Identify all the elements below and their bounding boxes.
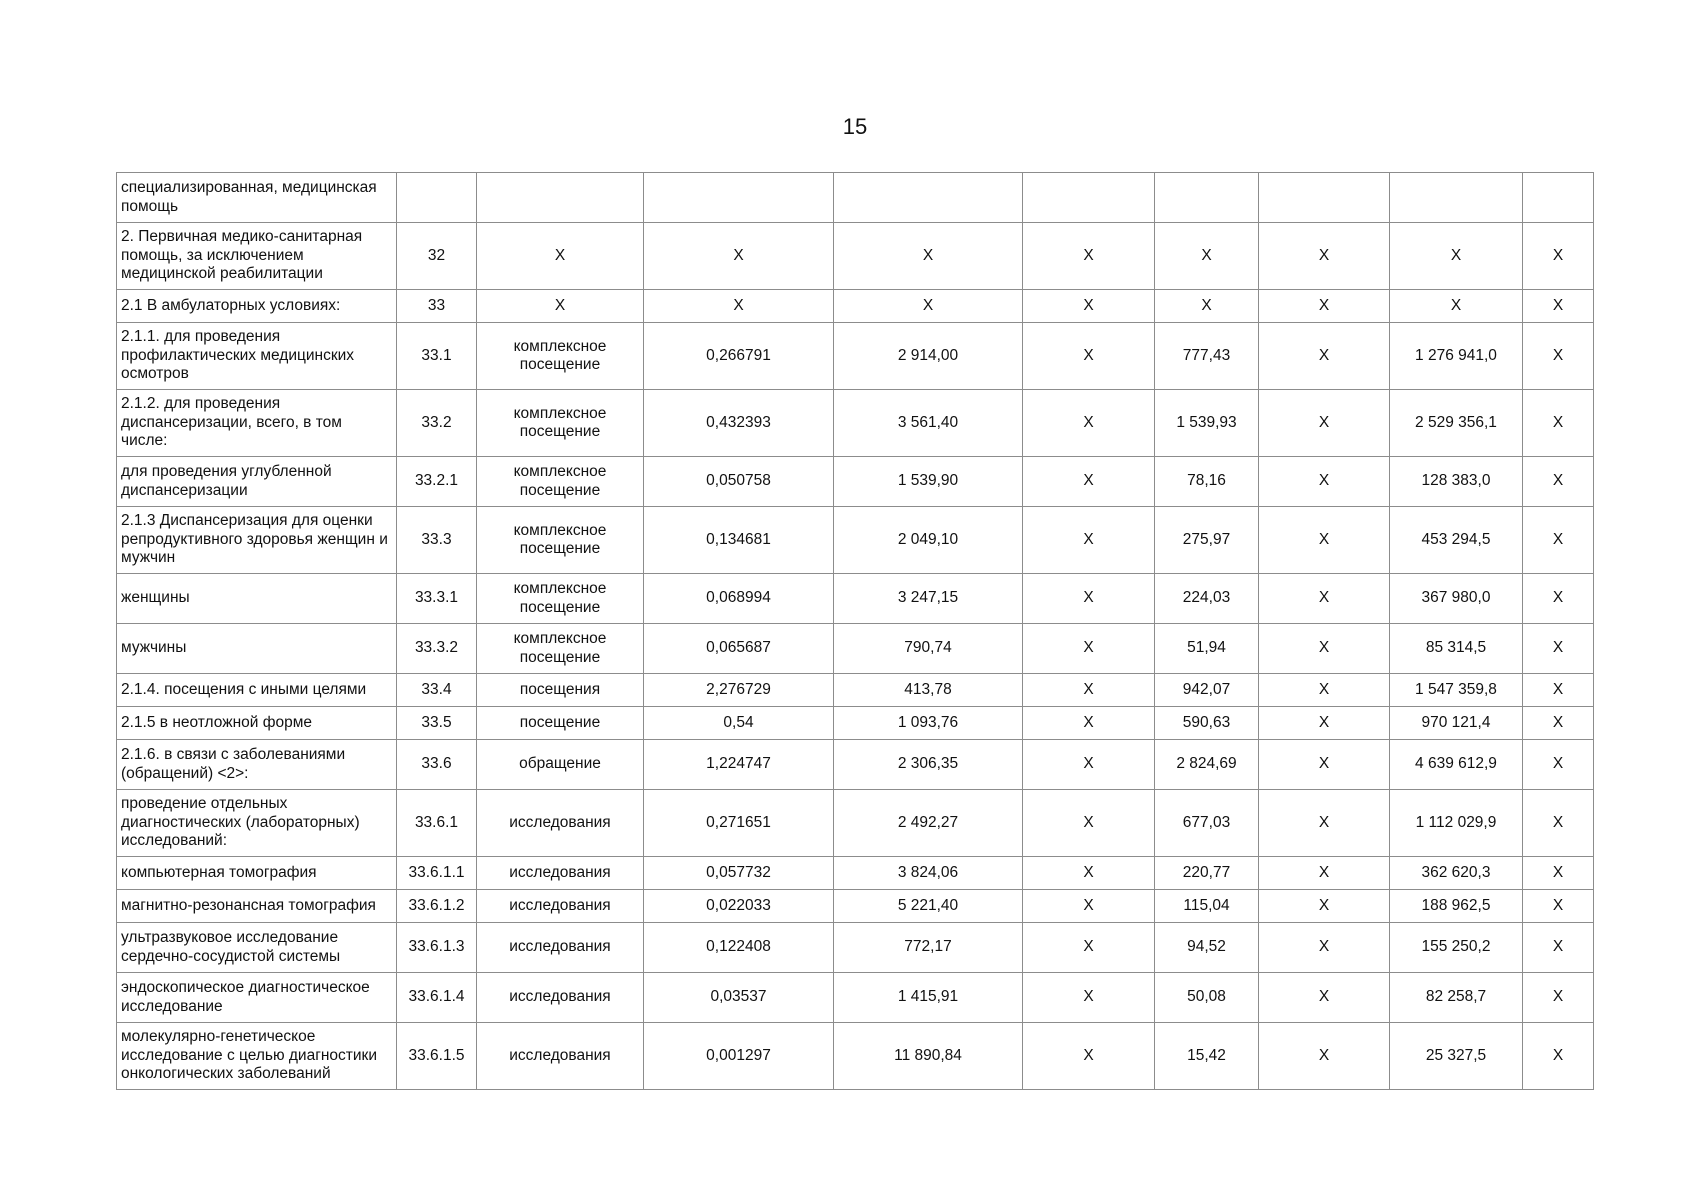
- row-col7-cell: 15,42: [1155, 1023, 1259, 1090]
- row-unit-cell: Х: [477, 290, 644, 323]
- row-norm-cell: 0,122408: [644, 923, 834, 973]
- row-col9-cell: 453 294,5: [1390, 507, 1523, 574]
- row-col9-cell: 362 620,3: [1390, 857, 1523, 890]
- row-col6-cell: Х: [1023, 457, 1155, 507]
- row-name-cell: для проведения углубленной диспансеризации: [117, 457, 397, 507]
- row-norm-cell: 0,03537: [644, 973, 834, 1023]
- row-col10-cell: Х: [1523, 624, 1594, 674]
- row-norm-cell: 2,276729: [644, 674, 834, 707]
- row-unit-cell: исследования: [477, 973, 644, 1023]
- table-row: [117, 390, 1594, 457]
- row-code-cell: 33.2: [397, 390, 477, 457]
- table-row: [117, 707, 1594, 740]
- row-code-cell: 33.6.1.3: [397, 923, 477, 973]
- row-unit-cell: комплексное посещение: [477, 390, 644, 457]
- table-row: [117, 574, 1594, 624]
- row-col8-cell: Х: [1259, 574, 1390, 624]
- row-cost-cell: 413,78: [834, 674, 1023, 707]
- row-unit-cell: исследования: [477, 857, 644, 890]
- row-code-cell: 33.4: [397, 674, 477, 707]
- table-row: [117, 790, 1594, 857]
- table-row: [117, 457, 1594, 507]
- row-norm-cell: Х: [644, 223, 834, 290]
- table-body: [117, 173, 1594, 1090]
- table-row: [117, 223, 1594, 290]
- row-col7-cell: 50,08: [1155, 973, 1259, 1023]
- row-unit-cell: комплексное посещение: [477, 323, 644, 390]
- row-col9-cell: 85 314,5: [1390, 624, 1523, 674]
- row-col9-cell: 128 383,0: [1390, 457, 1523, 507]
- row-norm-cell: 0,266791: [644, 323, 834, 390]
- row-col6-cell: [1023, 173, 1155, 223]
- row-name-cell: 2.1.2. для проведения диспансеризации, всего, в том числе:: [117, 390, 397, 457]
- row-col10-cell: Х: [1523, 223, 1594, 290]
- row-col8-cell: Х: [1259, 223, 1390, 290]
- row-norm-cell: 0,022033: [644, 890, 834, 923]
- row-unit-cell: Х: [477, 223, 644, 290]
- row-col10-cell: Х: [1523, 574, 1594, 624]
- row-name-cell: 2.1.5 в неотложной форме: [117, 707, 397, 740]
- row-col6-cell: Х: [1023, 323, 1155, 390]
- row-col6-cell: Х: [1023, 223, 1155, 290]
- row-cost-cell: Х: [834, 223, 1023, 290]
- row-col8-cell: Х: [1259, 390, 1390, 457]
- row-cost-cell: 790,74: [834, 624, 1023, 674]
- row-code-cell: 33.6.1.5: [397, 1023, 477, 1090]
- row-cost-cell: 1 415,91: [834, 973, 1023, 1023]
- row-col6-cell: Х: [1023, 790, 1155, 857]
- table-row: [117, 890, 1594, 923]
- row-unit-cell: комплексное посещение: [477, 507, 644, 574]
- row-col9-cell: 367 980,0: [1390, 574, 1523, 624]
- row-col9-cell: 82 258,7: [1390, 973, 1523, 1023]
- row-code-cell: 33.2.1: [397, 457, 477, 507]
- row-col6-cell: Х: [1023, 674, 1155, 707]
- row-col9-cell: 1 112 029,9: [1390, 790, 1523, 857]
- table-row: [117, 923, 1594, 973]
- row-norm-cell: 0,54: [644, 707, 834, 740]
- row-name-cell: компьютерная томография: [117, 857, 397, 890]
- row-col7-cell: 677,03: [1155, 790, 1259, 857]
- row-col10-cell: Х: [1523, 973, 1594, 1023]
- table-row: [117, 323, 1594, 390]
- row-cost-cell: 772,17: [834, 923, 1023, 973]
- row-code-cell: 32: [397, 223, 477, 290]
- row-unit-cell: комплексное посещение: [477, 624, 644, 674]
- row-col8-cell: Х: [1259, 740, 1390, 790]
- row-name-cell: 2.1 В амбулаторных условиях:: [117, 290, 397, 323]
- row-code-cell: 33.1: [397, 323, 477, 390]
- row-name-cell: проведение отдельных диагностических (лабораторных) исследований:: [117, 790, 397, 857]
- row-col9-cell: 4 639 612,9: [1390, 740, 1523, 790]
- row-col8-cell: Х: [1259, 1023, 1390, 1090]
- row-col8-cell: Х: [1259, 790, 1390, 857]
- row-col7-cell: 78,16: [1155, 457, 1259, 507]
- row-name-cell: женщины: [117, 574, 397, 624]
- row-col7-cell: 220,77: [1155, 857, 1259, 890]
- row-code-cell: 33.5: [397, 707, 477, 740]
- row-cost-cell: Х: [834, 290, 1023, 323]
- row-col6-cell: Х: [1023, 507, 1155, 574]
- row-norm-cell: 0,065687: [644, 624, 834, 674]
- row-name-cell: 2.1.3 Диспансеризация для оценки репродуктивного здоровья женщин и мужчин: [117, 507, 397, 574]
- row-col9-cell: Х: [1390, 290, 1523, 323]
- row-col10-cell: Х: [1523, 323, 1594, 390]
- row-unit-cell: исследования: [477, 790, 644, 857]
- row-col8-cell: Х: [1259, 857, 1390, 890]
- table-row: [117, 857, 1594, 890]
- table-row: [117, 624, 1594, 674]
- row-unit-cell: [477, 173, 644, 223]
- row-code-cell: [397, 173, 477, 223]
- row-unit-cell: посещение: [477, 707, 644, 740]
- row-norm-cell: 0,068994: [644, 574, 834, 624]
- row-col10-cell: Х: [1523, 390, 1594, 457]
- row-cost-cell: 3 824,06: [834, 857, 1023, 890]
- row-col7-cell: 942,07: [1155, 674, 1259, 707]
- row-norm-cell: 0,001297: [644, 1023, 834, 1090]
- row-col6-cell: Х: [1023, 890, 1155, 923]
- row-col8-cell: Х: [1259, 457, 1390, 507]
- row-cost-cell: 2 306,35: [834, 740, 1023, 790]
- row-name-cell: молекулярно-генетическое исследование с целью диагностики онкологических заболеваний: [117, 1023, 397, 1090]
- row-col6-cell: Х: [1023, 624, 1155, 674]
- row-name-cell: специализированная, медицинская помощь: [117, 173, 397, 223]
- row-col8-cell: Х: [1259, 973, 1390, 1023]
- row-col9-cell: 1 547 359,8: [1390, 674, 1523, 707]
- row-code-cell: 33: [397, 290, 477, 323]
- row-col10-cell: Х: [1523, 290, 1594, 323]
- row-cost-cell: 2 049,10: [834, 507, 1023, 574]
- row-unit-cell: комплексное посещение: [477, 457, 644, 507]
- row-code-cell: 33.6.1.4: [397, 973, 477, 1023]
- row-code-cell: 33.6.1.1: [397, 857, 477, 890]
- row-col9-cell: 25 327,5: [1390, 1023, 1523, 1090]
- row-norm-cell: Х: [644, 290, 834, 323]
- row-name-cell: 2.1.1. для проведения профилактических медицинских осмотров: [117, 323, 397, 390]
- row-col6-cell: Х: [1023, 923, 1155, 973]
- row-col6-cell: Х: [1023, 973, 1155, 1023]
- row-col7-cell: 1 539,93: [1155, 390, 1259, 457]
- row-col8-cell: Х: [1259, 507, 1390, 574]
- row-name-cell: мужчины: [117, 624, 397, 674]
- row-col8-cell: Х: [1259, 290, 1390, 323]
- row-col9-cell: 1 276 941,0: [1390, 323, 1523, 390]
- row-col8-cell: Х: [1259, 323, 1390, 390]
- row-col6-cell: Х: [1023, 1023, 1155, 1090]
- row-norm-cell: 0,050758: [644, 457, 834, 507]
- row-unit-cell: комплексное посещение: [477, 574, 644, 624]
- row-name-cell: 2. Первичная медико-санитарная помощь, за исключением медицинской реабилитации: [117, 223, 397, 290]
- row-code-cell: 33.3.2: [397, 624, 477, 674]
- table-row: [117, 674, 1594, 707]
- row-col8-cell: Х: [1259, 890, 1390, 923]
- row-col6-cell: Х: [1023, 857, 1155, 890]
- row-name-cell: ультразвуковое исследование сердечно-сосудистой системы: [117, 923, 397, 973]
- row-cost-cell: 2 492,27: [834, 790, 1023, 857]
- row-col6-cell: Х: [1023, 390, 1155, 457]
- row-unit-cell: исследования: [477, 1023, 644, 1090]
- row-cost-cell: 11 890,84: [834, 1023, 1023, 1090]
- row-name-cell: 2.1.6. в связи с заболеваниями (обращений) <2>:: [117, 740, 397, 790]
- table-row: [117, 507, 1594, 574]
- page-number: 15: [842, 114, 868, 139]
- row-norm-cell: 1,224747: [644, 740, 834, 790]
- table-row: [117, 173, 1594, 223]
- row-col7-cell: Х: [1155, 223, 1259, 290]
- row-col10-cell: Х: [1523, 457, 1594, 507]
- row-col9-cell: 970 121,4: [1390, 707, 1523, 740]
- row-unit-cell: посещения: [477, 674, 644, 707]
- row-code-cell: 33.6.1: [397, 790, 477, 857]
- table-row: [117, 740, 1594, 790]
- row-col6-cell: Х: [1023, 290, 1155, 323]
- row-name-cell: 2.1.4. посещения с иными целями: [117, 674, 397, 707]
- row-col8-cell: [1259, 173, 1390, 223]
- row-col10-cell: [1523, 173, 1594, 223]
- table-row: [117, 290, 1594, 323]
- row-col10-cell: Х: [1523, 890, 1594, 923]
- row-col8-cell: Х: [1259, 624, 1390, 674]
- row-col7-cell: 777,43: [1155, 323, 1259, 390]
- row-col9-cell: 188 962,5: [1390, 890, 1523, 923]
- row-cost-cell: 2 914,00: [834, 323, 1023, 390]
- row-cost-cell: [834, 173, 1023, 223]
- row-col8-cell: Х: [1259, 674, 1390, 707]
- row-col7-cell: 115,04: [1155, 890, 1259, 923]
- row-col10-cell: Х: [1523, 507, 1594, 574]
- row-col10-cell: Х: [1523, 707, 1594, 740]
- row-code-cell: 33.6.1.2: [397, 890, 477, 923]
- row-cost-cell: 5 221,40: [834, 890, 1023, 923]
- row-unit-cell: обращение: [477, 740, 644, 790]
- tariff-table: [116, 172, 1594, 1090]
- row-col7-cell: [1155, 173, 1259, 223]
- row-code-cell: 33.3.1: [397, 574, 477, 624]
- row-col9-cell: Х: [1390, 223, 1523, 290]
- row-col10-cell: Х: [1523, 857, 1594, 890]
- row-col9-cell: [1390, 173, 1523, 223]
- row-name-cell: эндоскопическое диагностическое исследование: [117, 973, 397, 1023]
- row-col7-cell: 94,52: [1155, 923, 1259, 973]
- row-col9-cell: 2 529 356,1: [1390, 390, 1523, 457]
- row-code-cell: 33.3: [397, 507, 477, 574]
- row-norm-cell: 0,271651: [644, 790, 834, 857]
- row-unit-cell: исследования: [477, 890, 644, 923]
- row-col10-cell: Х: [1523, 674, 1594, 707]
- row-col10-cell: Х: [1523, 923, 1594, 973]
- row-col9-cell: 155 250,2: [1390, 923, 1523, 973]
- row-name-cell: магнитно-резонансная томография: [117, 890, 397, 923]
- row-col10-cell: Х: [1523, 740, 1594, 790]
- row-col10-cell: Х: [1523, 1023, 1594, 1090]
- row-col10-cell: Х: [1523, 790, 1594, 857]
- row-col7-cell: Х: [1155, 290, 1259, 323]
- row-col7-cell: 275,97: [1155, 507, 1259, 574]
- row-col7-cell: 224,03: [1155, 574, 1259, 624]
- row-col7-cell: 2 824,69: [1155, 740, 1259, 790]
- row-col6-cell: Х: [1023, 574, 1155, 624]
- row-norm-cell: 0,134681: [644, 507, 834, 574]
- row-col8-cell: Х: [1259, 923, 1390, 973]
- row-cost-cell: 1 539,90: [834, 457, 1023, 507]
- row-unit-cell: исследования: [477, 923, 644, 973]
- row-norm-cell: 0,057732: [644, 857, 834, 890]
- row-cost-cell: 3 561,40: [834, 390, 1023, 457]
- row-col6-cell: Х: [1023, 740, 1155, 790]
- row-code-cell: 33.6: [397, 740, 477, 790]
- table-row: [117, 1023, 1594, 1090]
- row-col8-cell: Х: [1259, 707, 1390, 740]
- table-row: [117, 973, 1594, 1023]
- row-cost-cell: 3 247,15: [834, 574, 1023, 624]
- row-col6-cell: Х: [1023, 707, 1155, 740]
- row-col7-cell: 51,94: [1155, 624, 1259, 674]
- row-norm-cell: [644, 173, 834, 223]
- row-col7-cell: 590,63: [1155, 707, 1259, 740]
- row-norm-cell: 0,432393: [644, 390, 834, 457]
- row-cost-cell: 1 093,76: [834, 707, 1023, 740]
